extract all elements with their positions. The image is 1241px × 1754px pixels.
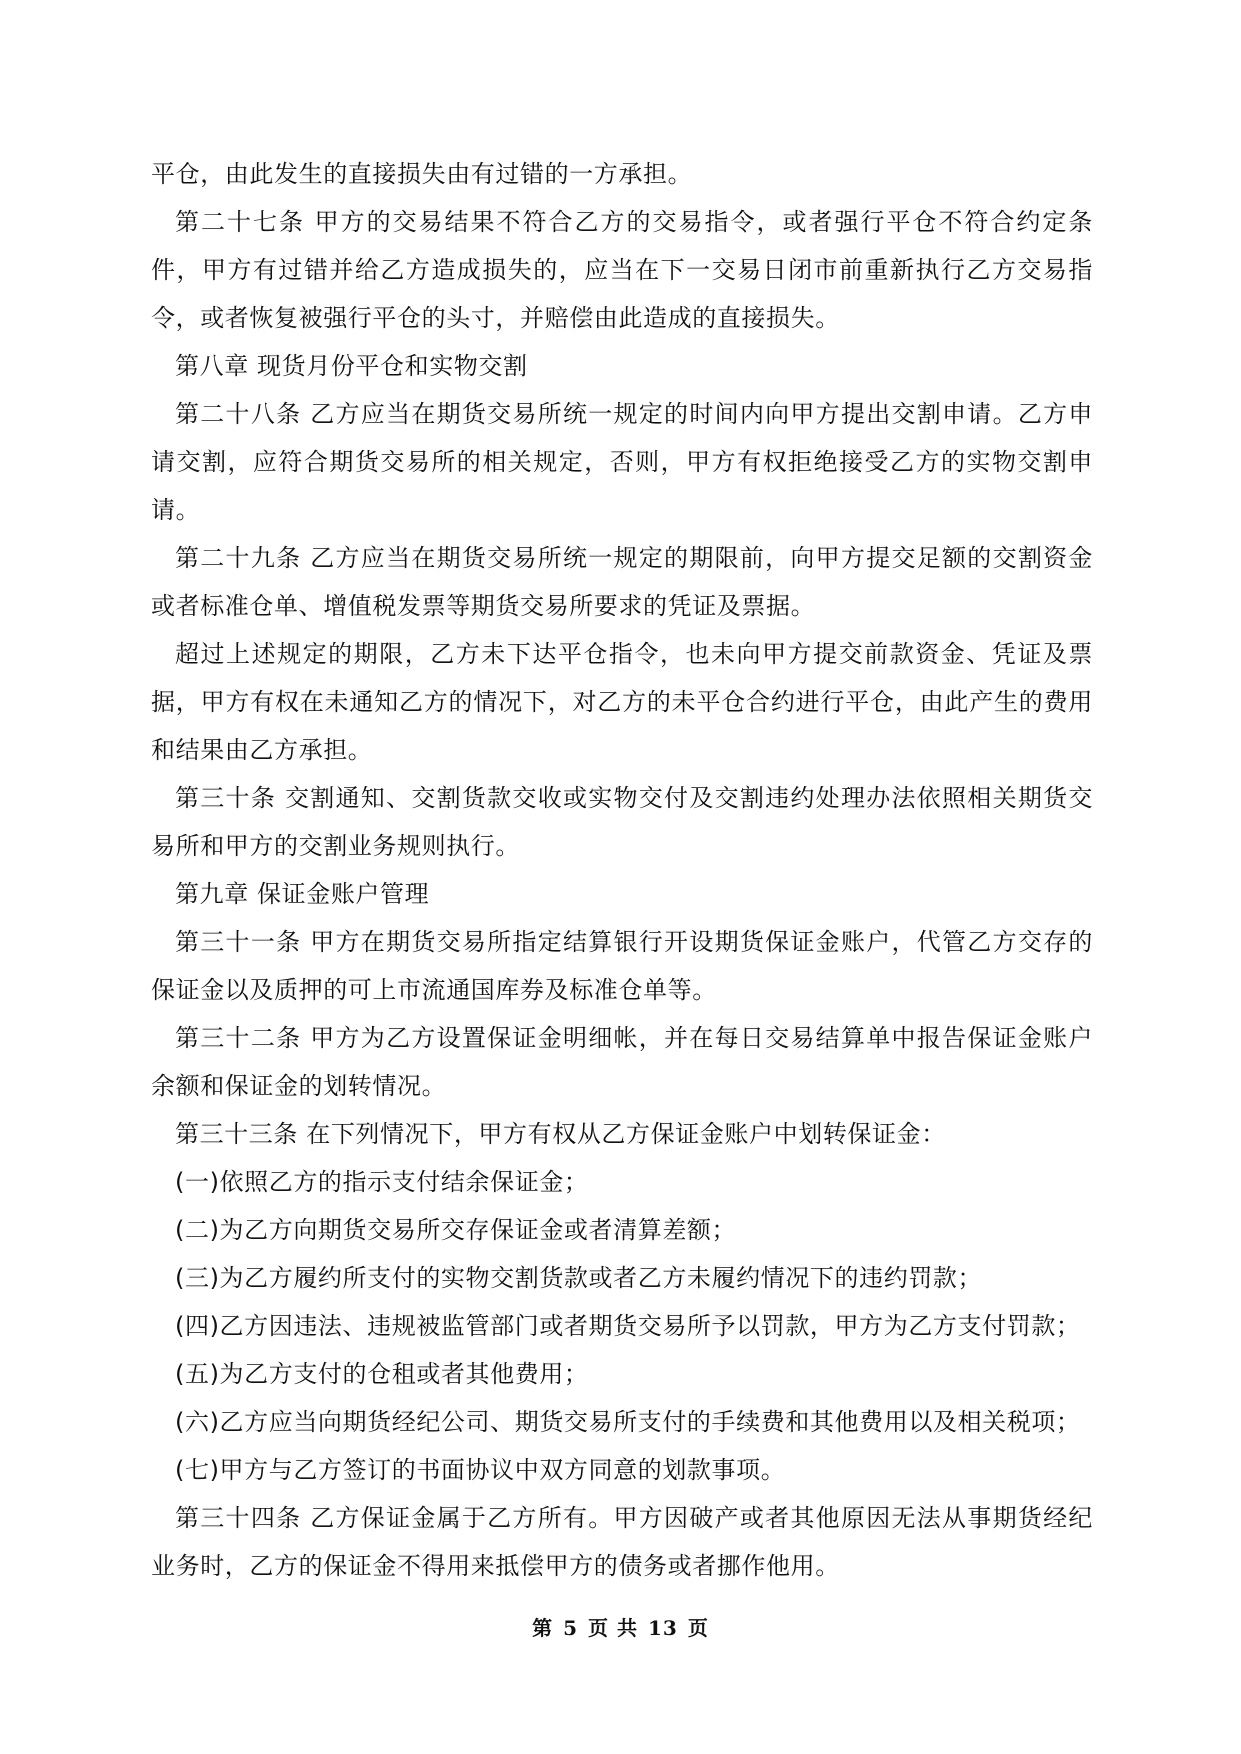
- paragraph: (七)甲方与乙方签订的书面协议中双方同意的划款事项。: [175, 1456, 786, 1484]
- page-footer: [0, 1614, 1241, 1642]
- paragraph: 第二十八条 乙方应当在期货交易所统一规定的时间内向甲方提出交割申请。乙方申请交割，应符合期货交易所的相关规定，否则，甲方有权拒绝接受乙方的实物交割申请。: [151, 400, 1093, 524]
- paragraph: 第二十九条 乙方应当在期货交易所统一规定的期限前，向甲方提交足额的交割资金或者标准仓单、增值税发票等期货交易所要求的凭证及票据。: [151, 544, 1093, 620]
- paragraph: 第三十三条 在下列情况下，甲方有权从乙方保证金账户中划转保证金：: [175, 1120, 946, 1148]
- paragraph: 第二十七条 甲方的交易结果不符合乙方的交易指令，或者强行平仓不符合约定条件，甲方有过错并给乙方造成损失的，应当在下一交易日闭市前重新执行乙方交易指令，或者恢复被强行平仓的头寸，并赔偿由此造成的直接损失。: [151, 208, 1093, 332]
- paragraph: 第三十一条 甲方在期货交易所指定结算银行开设期货保证金账户，代管乙方交存的保证金以及质押的可上市流通国库券及标准仓单等。: [151, 928, 1093, 1004]
- paragraph: (三)为乙方履约所支付的实物交割货款或者乙方未履约情况下的违约罚款；: [175, 1264, 983, 1292]
- footer-current-page: 5: [563, 1616, 579, 1640]
- paragraph: 第八章 现货月份平仓和实物交割: [175, 352, 528, 380]
- paragraph: 第三十二条 甲方为乙方设置保证金明细帐，并在每日交易结算单中报告保证金账户余额和保证金的划转情况。: [151, 1024, 1093, 1100]
- paragraph: (四)乙方因违法、违规被监管部门或者期货交易所予以罚款，甲方为乙方支付罚款；: [175, 1312, 1081, 1340]
- footer-middle: 页 共: [588, 1616, 639, 1640]
- paragraph: 第三十条 交割通知、交割货款交收或实物交付及交割违约处理办法依照相关期货交易所和甲方的交割业务规则执行。: [151, 784, 1093, 860]
- paragraph: (一)依照乙方的指示支付结余保证金；: [175, 1168, 589, 1196]
- paragraph: (二)为乙方向期货交易所交存保证金或者清算差额；: [175, 1216, 737, 1244]
- paragraph: 超过上述规定的期限，乙方未下达平仓指令，也未向甲方提交前款资金、凭证及票据，甲方有权在未通知乙方的情况下，对乙方的未平仓合约进行平仓，由此产生的费用和结果由乙方承担。: [151, 640, 1093, 764]
- document-body: [151, 150, 1093, 1590]
- footer-prefix: 第: [532, 1616, 554, 1640]
- paragraph: 第九章 保证金账户管理: [175, 880, 430, 908]
- footer-total-pages: 13: [648, 1616, 678, 1640]
- footer-suffix: 页: [687, 1616, 709, 1640]
- paragraph: (六)乙方应当向期货经纪公司、期货交易所支付的手续费和其他费用以及相关税项；: [175, 1408, 1081, 1436]
- paragraph: (五)为乙方支付的仓租或者其他费用；: [175, 1360, 589, 1388]
- paragraph: 第三十四条 乙方保证金属于乙方所有。甲方因破产或者其他原因无法从事期货经纪业务时，乙方的保证金不得用来抵偿甲方的债务或者挪作他用。: [151, 1504, 1093, 1580]
- paragraph: 平仓，由此发生的直接损失由有过错的一方承担。: [151, 160, 693, 188]
